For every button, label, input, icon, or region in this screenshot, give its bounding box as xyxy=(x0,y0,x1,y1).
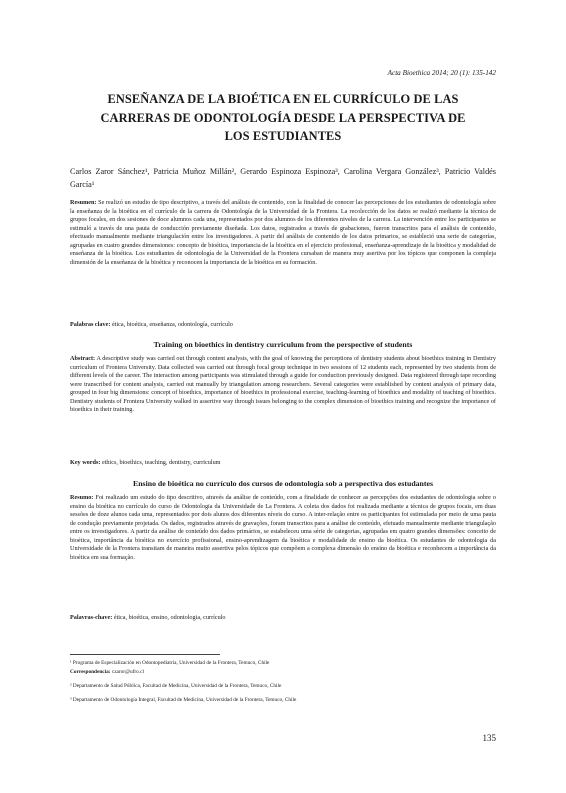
palabras-clave-text: ética, bioética, enseñanza, odontología, currículo xyxy=(111,321,233,328)
portuguese-title: Ensino de bioética no currículo dos cursos de odontologia sob a perspectiva dos estudantes xyxy=(133,479,433,488)
author-list: Carlos Zaror Sánchez¹, Patricia Muñoz Millán², Gerardo Espinoza Espinoza³, Carolina Vergara González³, Patricio Valdés García¹ xyxy=(70,167,496,189)
footnote: ¹ Programa de Especialización en Odontopediatría, Universidad de la Frontera, Temuco, Chile xyxy=(70,660,270,666)
resumo-label: Resumo: xyxy=(70,494,94,501)
resumo-paragraph xyxy=(70,494,496,562)
footnote: ² Departamento de Salud Pública, Facultad de Medicina, Universidad de la Frontera, Temuco, Chile xyxy=(70,683,282,689)
running-head: Acta Bioethica 2014; 20 (1): 135-142 xyxy=(387,69,496,77)
abstract-paragraph xyxy=(70,355,496,415)
footnote-divider xyxy=(70,654,220,655)
palavras-chave-text: ética, bioética, ensino, odontologia, currículo xyxy=(113,614,226,621)
article-title xyxy=(70,90,496,146)
keywords-text: ethics, bioethics, teaching, dentistry, curriculum xyxy=(101,459,221,466)
keywords-label: Key words: xyxy=(70,459,101,466)
resumo-text: Foi realizado um estudo do tipo descritivo, através da análise de conteúdo, com a finalidade de conhecer as percepções dos estudantes de odontologia sobre o ensino da bioética no currículo do curso de Odontologia da Universidade de La Frontera. A coleta dos dados foi realizada mediante a técnica de grupos focais, em duas sessões de doze alunos cada uma, representados por dois alunos dos diferentes níveis do curso. A inter-relação entre os participantes foi estimulada por meio de uma pauta de condução previamente projetada. Os dados, registrados através de gravações, foram transcritos para a análise de conteúdo, efetuado manualmente mediante triangulação entre os investigadores. A partir da análise de conteúdo dos dados primários, se estabeleceu uma série de categorias, agrupadas em quatro grandes dimensões: conceito de bioética, importância da bioética no exercício profissional, ensino-aprendizagem da bioética e modalidade de ensino da bioética. Os estudantes de odontologia da Universidade de la Frontera transitam de maneira muito assertiva pelos tópicos que compõem a complexa dimensão do ensino da bioética e reconhecem a importância da bioética em sua formação. xyxy=(70,494,497,561)
title-line: LOS ESTUDIANTES xyxy=(224,129,342,144)
resumen-text: Se realizó un estudio de tipo descriptivo, a través del análisis de contenido, con la finalidad de conocer las percepciones de los estudiantes de odontología sobre la enseñanza de la bioética en el currículo de la carrera de Odontología de la Universidad de la Frontera. La recolección de los datos se realizó mediante la técnica de grupos focales, en dos sesiones de doce alumnos cada una, representados por dos alumnos de los diferentes niveles de la carrera. La intervención entre los participantes se estimuló a través de una pauta de conducción previamente diseñada. Los datos, registrados a través de grabaciones, fueron transcritos para el análisis de contenido, efectuado manualmente mediante triangulación entre los investigadores. A partir del análisis de contenido de los datos primarios, se estableció una serie de categorías, agrupadas en cuatro grandes dimensiones: concepto de bioética, importancia de la bioética en el ejercicio profesional, enseñanza-aprendizaje de la bioética y modalidad de enseñanza de la bioética. Los estudiantes de odontología de la Universidad de la Frontera cursaban de manera muy asertiva por los tópicos que componen la compleja dimensión de la enseñanza de la bioética y reconocen la importancia de la bioética en su formación. xyxy=(70,199,496,266)
english-title: Training on bioethics in dentistry curriculum from the perspective of students xyxy=(153,340,413,349)
footnote: ³ Departamento de Odontología Integral, Facultad de Medicina, Universidad de la Frontera, Temuco, Chile xyxy=(70,697,297,703)
footnote-correspondence xyxy=(70,668,496,677)
abstract-text: A descriptive study was carried out through content analysis, with the goal of knowing the perceptions of dentistry students about bioethics training in Dentistry curriculum of Frontera University. Data collected was carried out through focal group technique in two sessions of 12 students each, represented by two students from de different levels of the career. The interaction among participants was stimulated through a guide for conduction previously designed. Data registered through tape recording were transcribed for content analysis, carried out manually by triangulation among researchers. Several categories were established by content analysis of primary data, grouped in four big dimensions: concept of bioethics, importance of bioethics in professional exercise, teaching-learning of bioethics and modality of teaching of bioethics. Dentistry students of Frontera University walked in assertive way through issues belonging to the complex dimension of bioethics training and recognize the importance of bioethics in their training. xyxy=(70,355,496,414)
page-number: 135 xyxy=(482,733,496,743)
correspondence-email: czaror@ufro.cl xyxy=(111,669,144,675)
title-line: ENSEÑANZA DE LA BIOÉTICA EN EL CURRÍCULO DE LAS xyxy=(107,92,459,106)
palavras-chave xyxy=(70,614,496,623)
palabras-clave xyxy=(70,321,496,330)
correspondence-label: Correspondencia: xyxy=(70,669,111,675)
resumen-label: Resumen: xyxy=(70,199,97,206)
title-line: CARRERAS DE ODONTOLOGÍA DESDE LA PERSPECTIVA DE xyxy=(100,110,466,125)
keywords xyxy=(70,459,496,468)
palabras-clave-label: Palabras clave: xyxy=(70,321,111,328)
abstract-label: Abstract: xyxy=(70,355,96,362)
palavras-chave-label: Palavras-chave: xyxy=(70,614,113,621)
resumen-paragraph xyxy=(70,199,496,267)
